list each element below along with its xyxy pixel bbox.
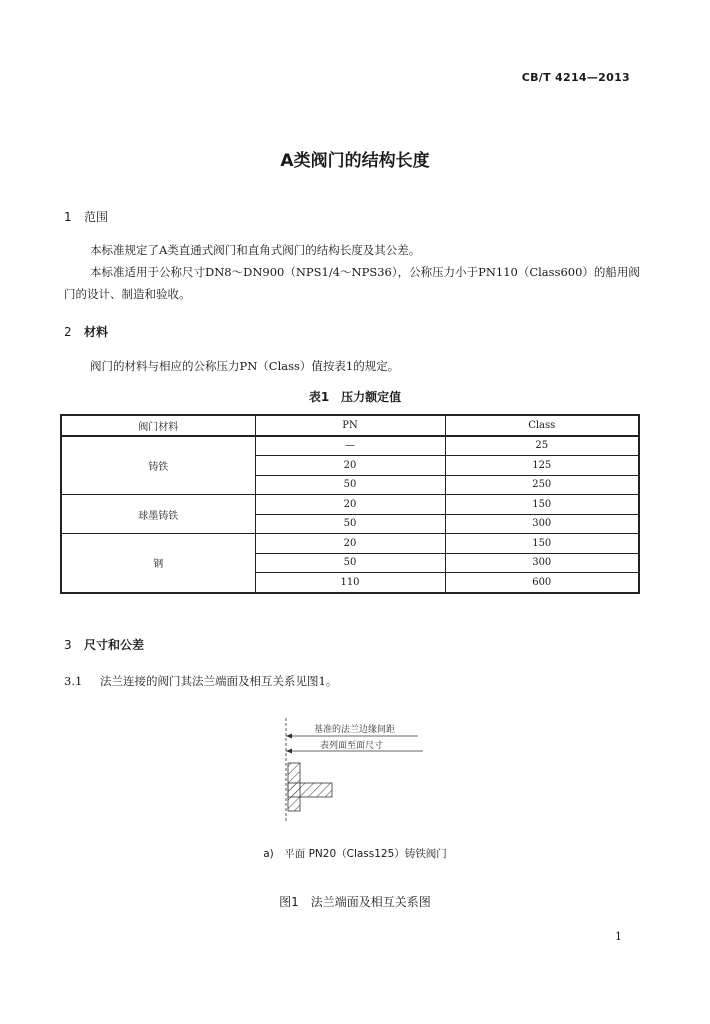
table-row: [61, 495, 639, 515]
subsection-text: 法兰连接的阀门其法兰端面及相互关系见图1。: [100, 674, 338, 688]
class-cell: 125: [445, 456, 639, 476]
subsection-number: 3.1: [64, 674, 83, 688]
class-cell: 150: [445, 534, 639, 554]
pn-cell: 20: [255, 456, 445, 476]
pn-cell: 50: [255, 475, 445, 495]
dimension-label-second: 表列面至面尺寸: [320, 741, 384, 751]
pn-cell: 50: [255, 514, 445, 534]
table-header-row: [61, 415, 639, 436]
pn-cell: 20: [255, 495, 445, 515]
page-number: 1: [615, 930, 622, 943]
flange-face: [288, 783, 332, 797]
column-header: Class: [445, 415, 639, 436]
class-cell: 300: [445, 514, 639, 534]
class-cell: 600: [445, 573, 639, 593]
class-cell: 150: [445, 495, 639, 515]
section-number: 3: [64, 638, 72, 652]
dimension-label-top: 基准的法兰边缘间距: [314, 725, 396, 735]
arrow-icon: [286, 749, 292, 754]
table-caption: 表1 压力额定值: [308, 390, 402, 404]
figure-caption: 图1 法兰端面及相互关系图: [279, 895, 431, 909]
section-2-paragraph: 阀门的材料与相应的公称压力PN（Class）值按表1的规定。: [90, 359, 400, 373]
section-number: 1: [64, 210, 72, 224]
section-title: 范围: [84, 210, 109, 224]
material-cell: 铸铁: [61, 436, 255, 495]
flange-drawing: [268, 718, 448, 828]
table-row: [61, 436, 639, 456]
material-cell: 球墨铸铁: [61, 495, 255, 534]
section-title: 材料: [84, 325, 109, 339]
material-cell: 钢: [61, 534, 255, 593]
section-3-1-paragraph: [64, 670, 337, 692]
page-title: A类阀门的结构长度: [280, 151, 430, 171]
figure-subcaption: a) 平面 PN20（Class125）铸铁阀门: [263, 848, 447, 860]
pressure-rating-table: [60, 414, 640, 594]
class-cell: 25: [445, 436, 639, 456]
section-title: 尺寸和公差: [84, 638, 145, 652]
arrow-icon: [286, 734, 292, 739]
pn-cell: 20: [255, 534, 445, 554]
section-3-heading: [64, 636, 144, 653]
flange-figure: [268, 718, 448, 828]
pn-cell: 110: [255, 573, 445, 593]
pn-cell: —: [255, 436, 445, 456]
class-cell: 300: [445, 553, 639, 573]
section-2-heading: [64, 323, 108, 340]
section-1-paragraph-2-line-2: 门的设计、制造和验收。: [64, 287, 191, 301]
column-header: 阀门材料: [61, 415, 255, 436]
section-number: 2: [64, 325, 72, 339]
pn-cell: 50: [255, 553, 445, 573]
section-1-heading: [64, 208, 108, 225]
column-header: PN: [255, 415, 445, 436]
standard-number: CB/T 4214—2013: [521, 71, 630, 84]
class-cell: 250: [445, 475, 639, 495]
section-1-paragraph-1: 本标准规定了A类直通式阀门和直角式阀门的结构长度及其公差。: [90, 243, 421, 257]
section-1-paragraph-2-line-1: 本标准适用于公称尺寸DN8～DN900（NPS1/4～NPS36），公称压力小于PN110（Class600）的船用阀: [90, 265, 640, 279]
table-row: [61, 534, 639, 554]
